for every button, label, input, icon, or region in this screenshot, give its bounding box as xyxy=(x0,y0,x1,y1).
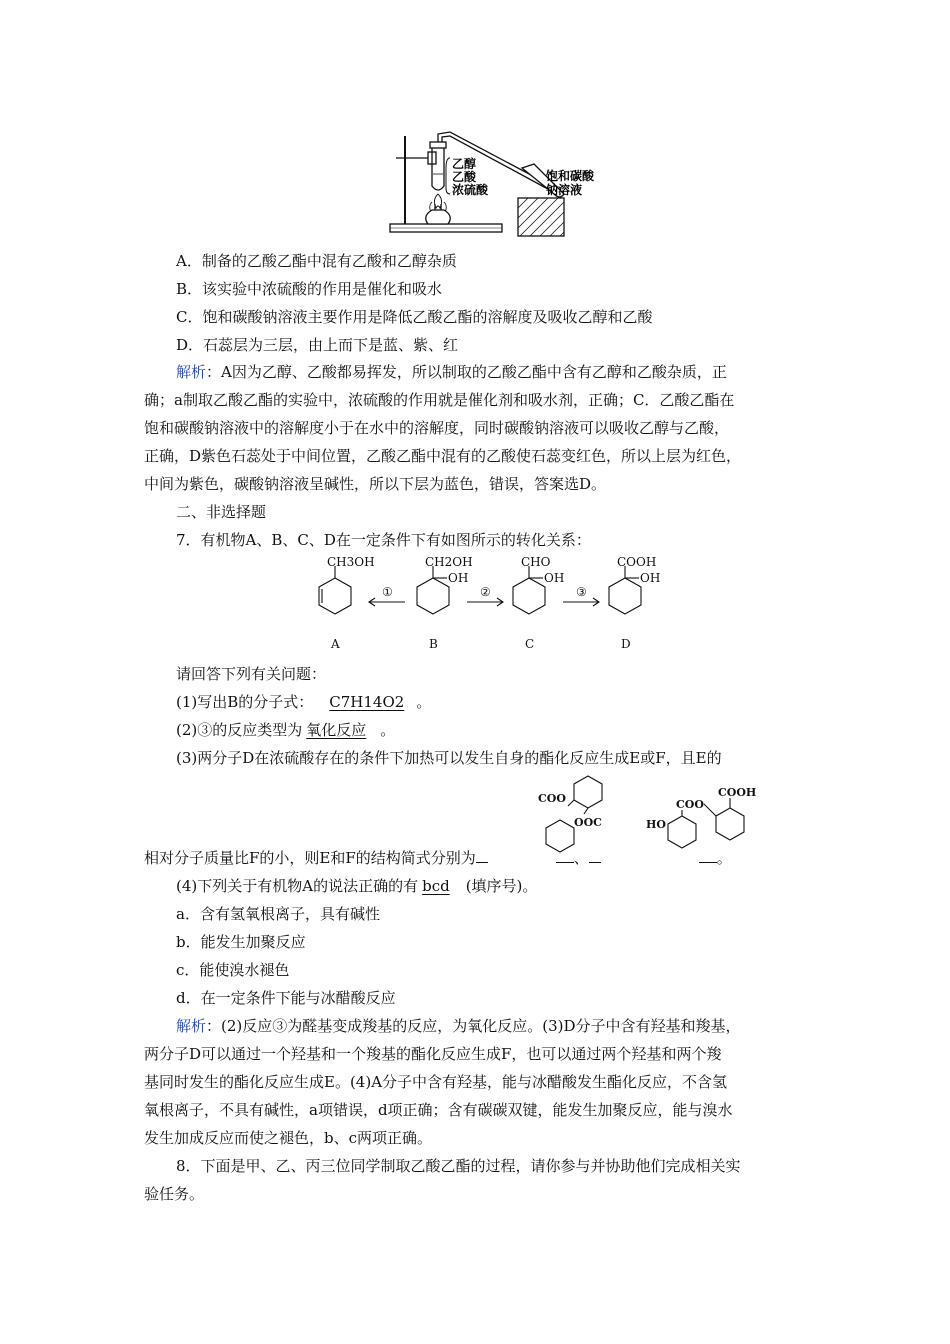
f-hydroxyl: HO xyxy=(646,818,666,831)
q6-option-d: D．石蕊层为三层，由上而下是蓝、紫、红 xyxy=(176,336,459,354)
q6-analysis-line1: 解析：A因为乙醇、乙酸都易挥发，所以制取的乙酸乙酯中含有乙醇和乙酸杂质，正 xyxy=(176,363,727,381)
reagent-label-ethanol: 乙醇 xyxy=(452,157,477,171)
q7-option-c: c．能使溴水褪色 xyxy=(176,961,290,979)
q7-part4: (4)下列关于有机物A的说法正确的有 bcd (填序号)。 xyxy=(176,877,538,895)
q6-option-b: B．该实验中浓硫酸的作用是催化和吸水 xyxy=(176,280,443,298)
step-1-label: ① xyxy=(382,585,393,599)
c-substituent: CHO xyxy=(521,556,551,569)
d-hydroxyl: OH xyxy=(640,571,661,585)
analysis-label: 解析 xyxy=(176,1017,207,1035)
step-2-label: ② xyxy=(480,585,491,599)
step-3-label: ③ xyxy=(576,585,587,599)
q8-line2: 验任务。 xyxy=(144,1185,205,1203)
section-title: 二、非选择题 xyxy=(176,503,267,521)
f-carboxyl: COOH xyxy=(718,786,757,799)
q7-analysis-line2: 两分子D可以通过一个羟基和一个羧基的酯化反应生成F，也可以通过两个羟基和两个羧 xyxy=(144,1045,722,1063)
q7-prompt: 请回答下列有关问题： xyxy=(176,665,327,683)
p1-answer: C7H14O2 xyxy=(329,693,405,711)
reagent-label-acetic-acid: 乙酸 xyxy=(452,170,477,184)
analysis-label: 解析 xyxy=(176,363,207,381)
compound-d-label: D xyxy=(621,637,631,651)
e-bottom-ester: OOC xyxy=(574,816,602,829)
q6-analysis-line5: 中间为紫色，碳酸钠溶液呈碱性，所以下层为蓝色，错误，答案选D。 xyxy=(144,475,607,493)
q7-stem: 7．有机物A、B、C、D在一定条件下有如图所示的转化关系： xyxy=(176,531,591,549)
a-substituent: CH3OH xyxy=(327,556,375,569)
q7-option-a: a．含有氢氧根离子，具有碱性 xyxy=(176,905,380,923)
q7-part1: (1)写出B的分子式： C7H14O2 。 xyxy=(176,693,432,711)
q6-option-c: C．饱和碳酸钠溶液主要作用是降低乙酸乙酯的溶解度及吸收乙醇和乙酸 xyxy=(176,308,653,326)
e-top-ester: COO xyxy=(538,792,566,805)
reagent-label-sulfuric-acid: 浓硫酸 xyxy=(452,183,489,197)
d-substituent: COOH xyxy=(617,556,657,569)
q7-part3-line1: (3)两分子D在浓硫酸存在的条件下加热可以发生自身的酯化反应生成E或F，且E的 xyxy=(176,749,722,767)
f-ester: COO xyxy=(676,798,704,811)
q7-analysis-line3: 基同时发生的酯化反应生成E。(4)A分子中含有羟基，能与冰醋酸发生酯化反应，不含氢 xyxy=(144,1073,728,1091)
q6-analysis-line3: 饱和碳酸钠溶液中的溶解度小于在水中的溶解度，同时碳酸钠溶液可以吸收乙醇与乙酸， xyxy=(144,419,730,437)
compound-a-label: A xyxy=(331,637,340,651)
q6-analysis-line2: 确；a制取乙酸乙酯的实验中，浓硫酸的作用就是催化剂和吸水剂，正确；C．乙酸乙酯在 xyxy=(144,391,735,409)
q7-part2: (2)③的反应类型为 氧化反应 。 xyxy=(176,721,396,739)
q6-option-a: A．制备的乙酸乙酯中混有乙酸和乙醇杂质 xyxy=(176,252,457,270)
receiver-label-line1: 饱和碳酸 xyxy=(546,169,595,183)
ester-apparatus-figure xyxy=(388,128,608,240)
compound-b-label: B xyxy=(429,637,438,651)
p2-answer: 氧化反应 xyxy=(306,721,367,739)
q7-analysis-line4: 氧根离子，不具有碱性，a项错误，d项正确；含有碳碳双键，能发生加聚反应，能与溴水 xyxy=(144,1101,733,1119)
q8-line1: 8．下面是甲、乙、丙三位同学制取乙酸乙酯的过程，请你参与并协助他们完成相关实 xyxy=(176,1157,741,1175)
q7-analysis-line1: 解析：(2)反应③为醛基变成羧基的反应，为氧化反应。(3)D分子中含有羟基和羧基， xyxy=(176,1017,741,1035)
q7-analysis-line5: 发生加成反应而使之褪色，b、c两项正确。 xyxy=(144,1129,433,1147)
q7-part3-line2: 相对分子质量比F的小，则E和F的结构简式分别为 、 。 xyxy=(144,849,732,867)
b-substituent: CH2OH xyxy=(425,556,473,569)
b-hydroxyl: OH xyxy=(448,571,469,585)
receiver-label-line2: 钠溶液 xyxy=(546,183,583,197)
compound-c-label: C xyxy=(525,637,535,651)
p4-answer: bcd xyxy=(422,877,450,895)
q7-option-b: b．能发生加聚反应 xyxy=(176,933,306,951)
q7-reaction-scheme xyxy=(305,556,675,654)
q6-analysis-line4: 正确，D紫色石蕊处于中间位置，乙酸乙酯中混有的乙酸使石蕊变红色，所以上层为红色， xyxy=(144,447,742,465)
q7-option-d: d．在一定条件下能与冰醋酸反应 xyxy=(176,989,396,1007)
c-hydroxyl: OH xyxy=(544,571,565,585)
